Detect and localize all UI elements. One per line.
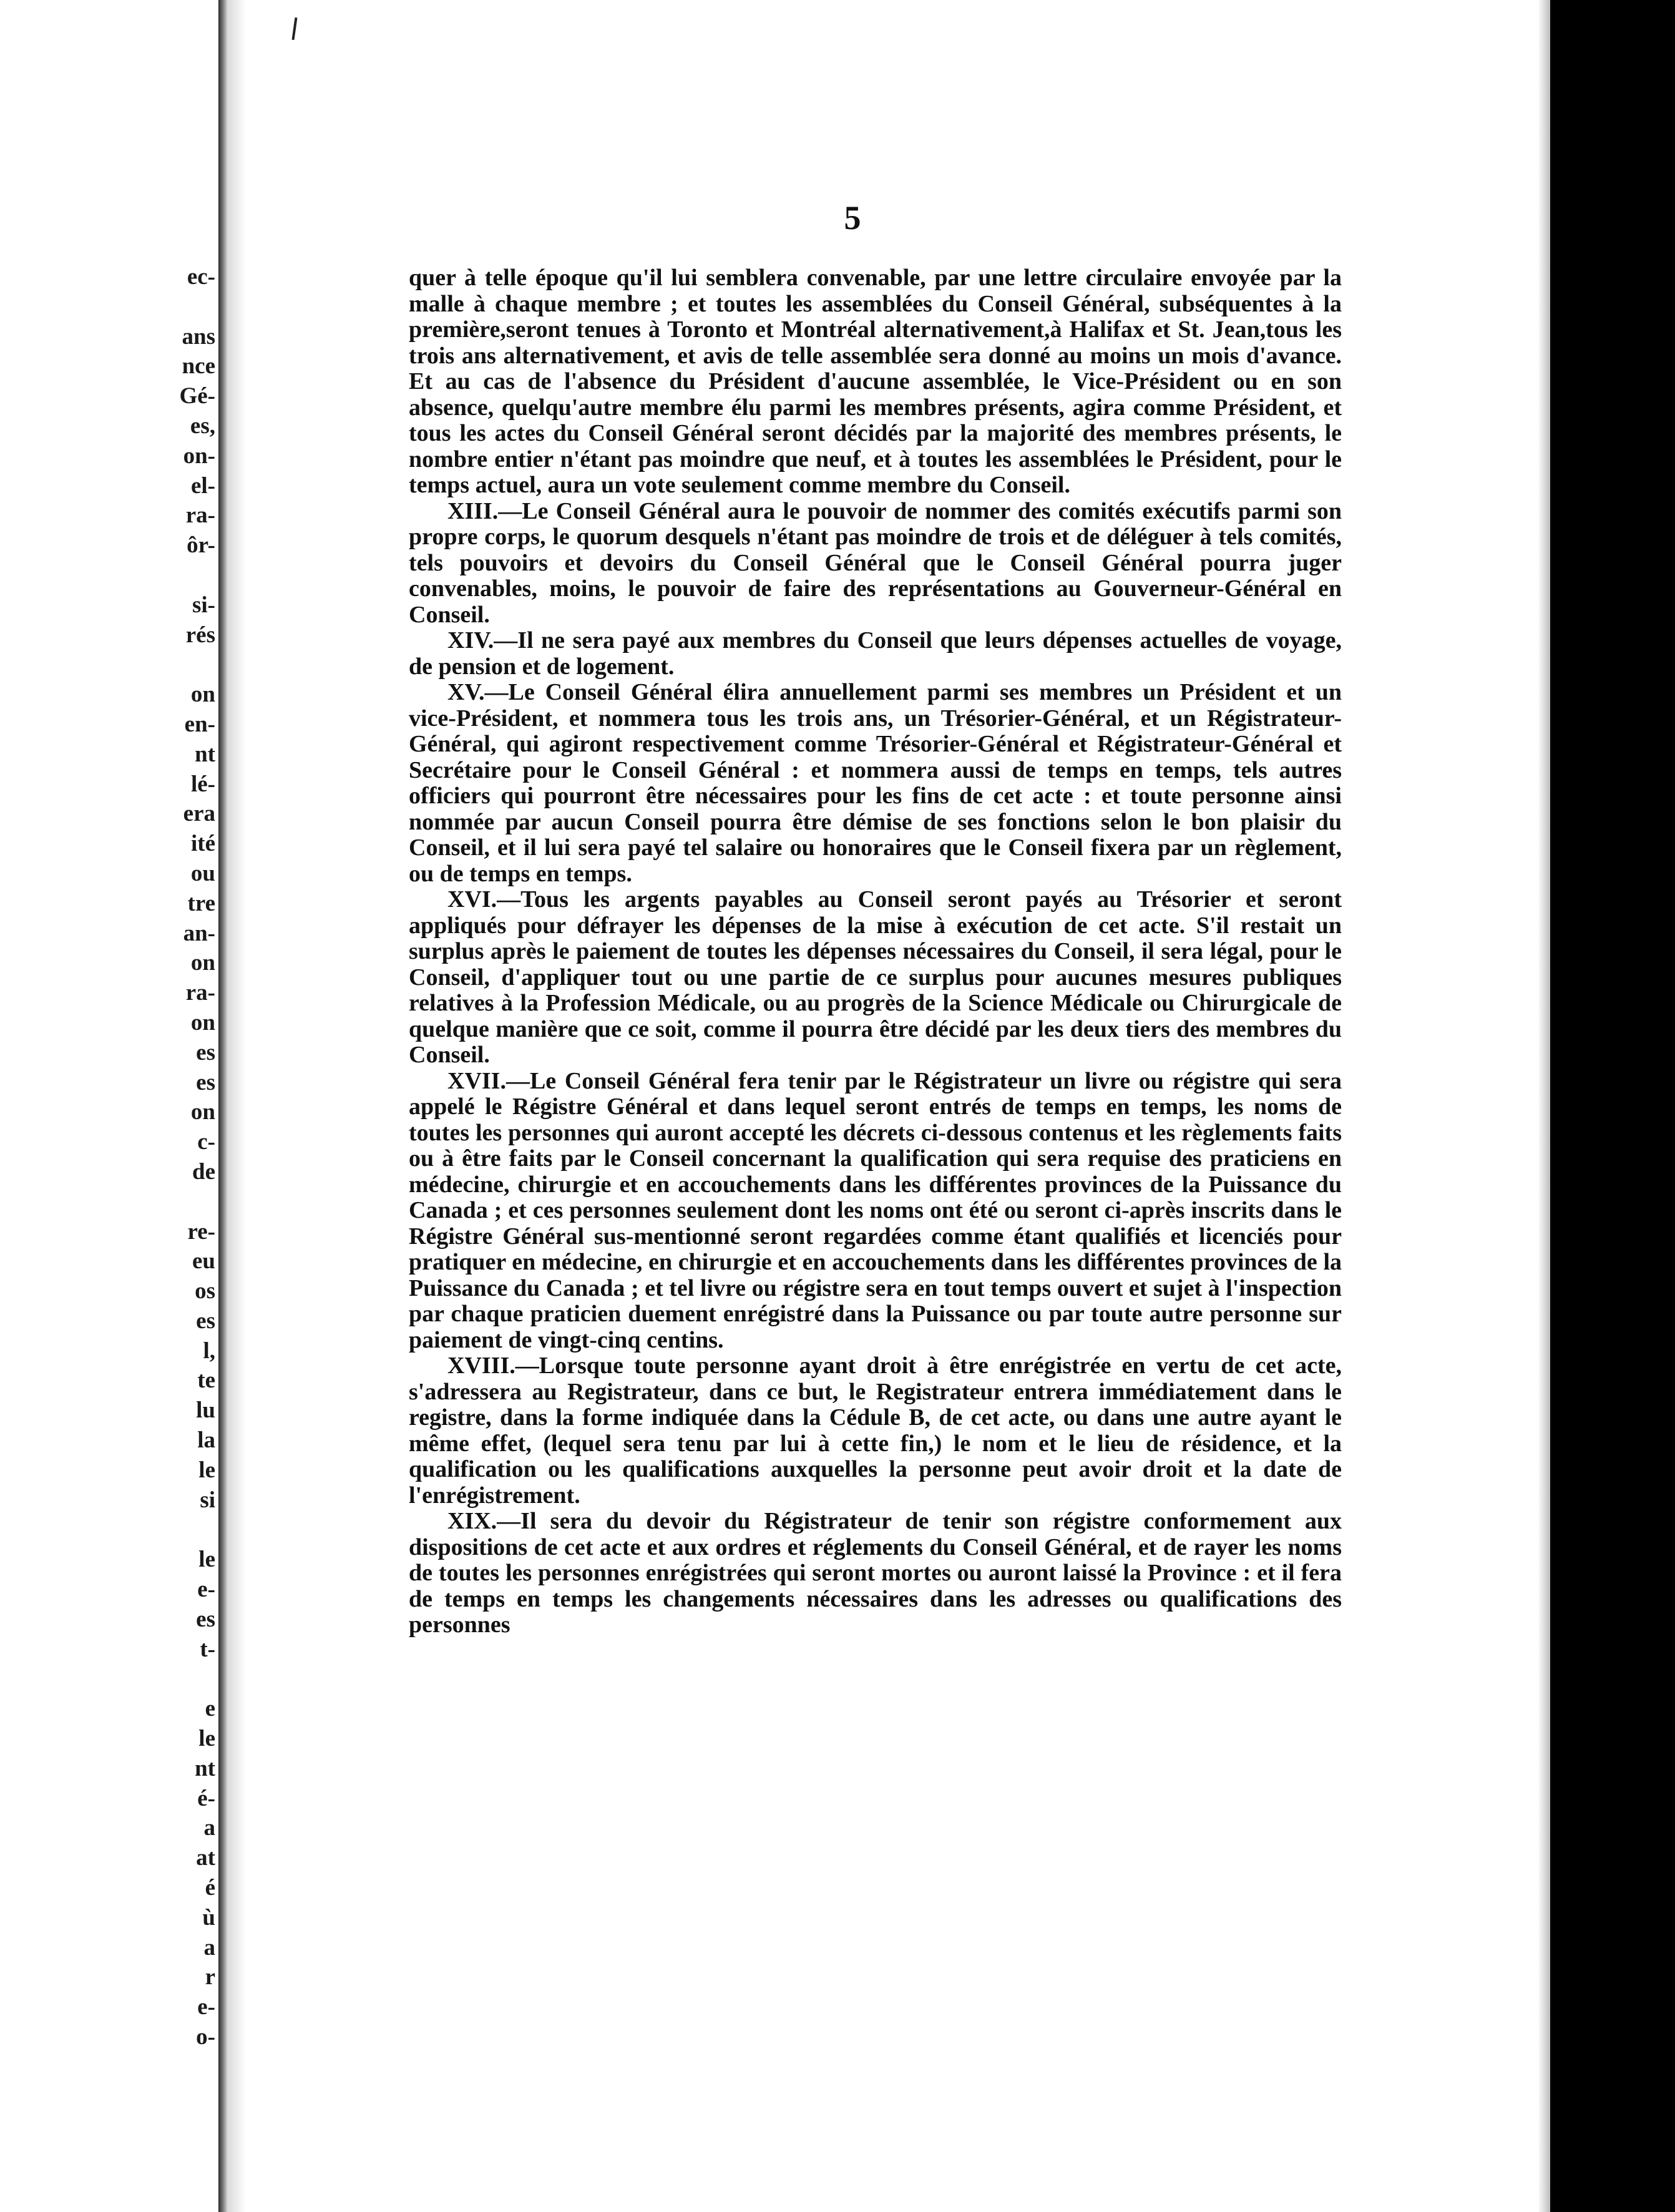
paragraph: quer à telle époque qu'il lui semblera convenable, par une lettre circulaire envoyée par la malle à chaque membre ; et toutes les assemblées du Conseil Général, subséquentes à la première,seront tenues à Toronto et Montréal alternativement,à Halifax et St. Jean,tous les trois ans alternativement, et avis de telle assemblée sera donné au moins un mois d'avance. Et au cas de l'absence du Président d'aucune assemblée, le Vice-Président ou en son absence, quelqu'autre membre élu parmi les membres présents, agira comme Président, et tous les actes du Conseil Général seront décidés par la majorité des membres présents, le nombre entier n'étant pas moindre que neuf, et à toutes les assemblées le Président, pour le temps actuel, aura un vote seulement comme membre du Conseil. bbox=[409, 265, 1342, 498]
paragraph: XIX.—Il sera du devoir du Régistrateur de tenir son régistre conformement aux dispositions de cet acte et aux ordres et réglements du Conseil Général, et de rayer les noms de toutes les personnes enrégistrées qui seront mortes ou auront laissé la Province : et il fera de temps en temps les changements nécessaires dans les adresses ou qualifications des personnes bbox=[409, 1508, 1342, 1638]
left-fragment: es bbox=[196, 1069, 215, 1095]
left-fragment: si- bbox=[192, 592, 215, 618]
page-edge-shadow bbox=[1538, 0, 1550, 2212]
left-fragment: ra- bbox=[185, 980, 215, 1006]
left-fragment: an- bbox=[183, 920, 215, 946]
left-fragment: es bbox=[196, 1039, 215, 1065]
left-fragment: ans bbox=[182, 323, 215, 350]
left-fragment: l, bbox=[203, 1338, 215, 1364]
left-fragment: te bbox=[197, 1368, 215, 1394]
left-fragment: nce bbox=[182, 353, 215, 379]
left-fragment: es bbox=[196, 1308, 215, 1334]
left-fragment: Gé- bbox=[179, 383, 215, 409]
left-fragment: le bbox=[198, 1726, 215, 1752]
left-fragment: el- bbox=[190, 472, 215, 499]
left-fragment bbox=[0, 1664, 215, 1694]
left-fragment: nt bbox=[195, 741, 215, 767]
left-fragment: si bbox=[200, 1487, 215, 1513]
paragraph: XV.—Le Conseil Général élira annuellement parmi ses membres un Président et un vice-Président, et nommera tous les trois ans, un Trésorier-Général, et un Régistrateur-Général, qui agiront respectivement comme Trésorier-Général et Régistrateur-Général et Secrétaire pour le Conseil Général : et nommera aussi de temps en temps, tels autres officiers qui pourront être nécessaires pour les fins de cet acte : et toute personne ainsi nommée par aucun Conseil pourra être démise de ses fonctions selon le bon plaisir du Conseil, et il lui sera payé tel salaire ou honoraires que le Conseil fixera par un règlement, ou de temps en temps. bbox=[409, 679, 1342, 887]
left-fragment: ou bbox=[190, 860, 215, 886]
left-fragment bbox=[0, 292, 215, 322]
left-fragment: era bbox=[183, 801, 215, 827]
left-fragment: tre bbox=[187, 890, 215, 916]
left-fragment: en- bbox=[184, 711, 215, 737]
left-fragment: eu bbox=[192, 1248, 215, 1275]
paragraph: XVIII.—Lorsque toute personne ayant droit à être enrégistrée en vertu de cet acte, s'adressera au Registrateur, dans ce but, le Registrateur entrera immédiatement dans le registre, dans la forme indiquée dans la Cédule B, de cet acte, ou dans une autre ayant le même effet, (lequel sera tenu par lui à cette fin,) le nom et le lieu de résidence, et la qualification ou les qualifications auxquelles la personne peut avoir droit et la date de l'enrégistrement. bbox=[409, 1353, 1342, 1509]
book-gutter bbox=[218, 0, 227, 2212]
left-fragment: de bbox=[192, 1158, 215, 1185]
left-fragment: é- bbox=[197, 1785, 215, 1811]
document-body bbox=[409, 265, 1342, 1638]
left-fragment: ra- bbox=[185, 502, 215, 529]
left-fragment: é bbox=[205, 1875, 215, 1901]
paragraph: XIV.—Il ne sera payé aux membres du Conseil que leurs dépenses actuelles de voyage, de pension et de logement. bbox=[409, 627, 1342, 680]
left-fragment: ité bbox=[190, 831, 215, 857]
left-fragment: es bbox=[196, 1606, 215, 1632]
left-fragment: ôr- bbox=[187, 532, 215, 559]
left-fragment: c- bbox=[197, 1129, 215, 1155]
scan-mark bbox=[292, 17, 298, 40]
left-fragment: t- bbox=[200, 1636, 215, 1662]
left-fragment: ù bbox=[202, 1904, 215, 1931]
left-fragment: o- bbox=[196, 2024, 215, 2050]
left-fragment: le bbox=[198, 1547, 215, 1573]
paragraph: XIII.—Le Conseil Général aura le pouvoir de nommer des comités exécutifs parmi son propre corps, le quorum desquels n'étant pas moindre de trois et de déléguer à tels comités, tels pouvoirs et devoirs du Conseil Général que le Conseil Général pourra juger convenables, moins, le pouvoir de faire des représentations au Gouverneur-Général en Conseil. bbox=[409, 497, 1342, 628]
paragraph: XVI.—Tous les argents payables au Conseil seront payés au Trésorier et seront appliqués pour défrayer les dépenses de la mise à exécution de cet acte. S'il restait un surplus après le paiement de toutes les dépenses nécessaires du Conseil, il sera légal, pour le Conseil, d'appliquer tout ou une partie de ce surplus pour aucunes mesures publiques relatives à la Profession Médicale, ou au progrès de la Science Médicale ou Chirurgicale de quelque manière que ce soit, comme il pourra être décidé par les deux tiers des membres du Conseil. bbox=[409, 886, 1342, 1068]
left-fragment: e- bbox=[197, 1994, 215, 2020]
left-page-fragments bbox=[0, 262, 215, 2050]
left-fragment bbox=[0, 650, 215, 680]
left-fragment: os bbox=[195, 1278, 215, 1304]
left-fragment: on bbox=[190, 1009, 215, 1035]
left-fragment: at bbox=[196, 1845, 215, 1871]
left-fragment: rés bbox=[185, 622, 215, 648]
gutter-shadow bbox=[227, 0, 246, 2212]
left-fragment: a bbox=[203, 1815, 215, 1841]
left-fragment: on bbox=[190, 950, 215, 976]
left-fragment: es, bbox=[190, 413, 215, 439]
left-fragment: e bbox=[205, 1696, 215, 1722]
left-fragment: e- bbox=[197, 1577, 215, 1603]
left-fragment: re- bbox=[187, 1218, 215, 1245]
left-fragment: ec- bbox=[187, 264, 215, 290]
left-fragment: le bbox=[198, 1457, 215, 1483]
left-fragment: nt bbox=[195, 1755, 215, 1781]
left-fragment: on- bbox=[183, 443, 215, 469]
left-fragment: on bbox=[190, 1099, 215, 1125]
left-fragment: lu bbox=[196, 1397, 215, 1424]
left-fragment bbox=[0, 1187, 215, 1217]
left-fragment: on bbox=[190, 682, 215, 708]
left-fragment: lé- bbox=[190, 771, 215, 797]
left-fragment: a bbox=[203, 1934, 215, 1960]
page-number: 5 bbox=[844, 199, 861, 237]
left-fragment bbox=[0, 1515, 215, 1545]
left-fragment bbox=[0, 560, 215, 590]
left-fragment: r bbox=[205, 1964, 215, 1990]
left-fragment: la bbox=[197, 1427, 215, 1454]
scan-right-border bbox=[1550, 0, 1675, 2212]
paragraph: XVII.—Le Conseil Général fera tenir par le Régistrateur un livre ou régistre qui sera appelé le Régistre Général et dans lequel seront entrés de temps en temps, les noms de toutes les personnes qui auront accepté les décrets ci-dessous contenus et les règlements faits ou à être faits par le Conseil concernant la qualification qui sera requise des praticiens en médecine, chirurgie et en accouchements dans les différentes provinces de la Puissance du Canada ; et ces personnes seulement dont les noms ont été ou seront ci-après inscrits dans le Régistre Général sus-mentionné seront regardées comme étant qualifiés et licenciés pour pratiquer en médecine, en chirurgie et en accouchements dans les différentes provinces de la Puissance du Canada ; et tel livre ou régistre sera en tout temps ouvert et sujet à l'inspection par chaque praticien duement enrégistré dans la Puissance ou par toute autre personne sur paiement de vingt-cinq centins. bbox=[409, 1067, 1342, 1353]
